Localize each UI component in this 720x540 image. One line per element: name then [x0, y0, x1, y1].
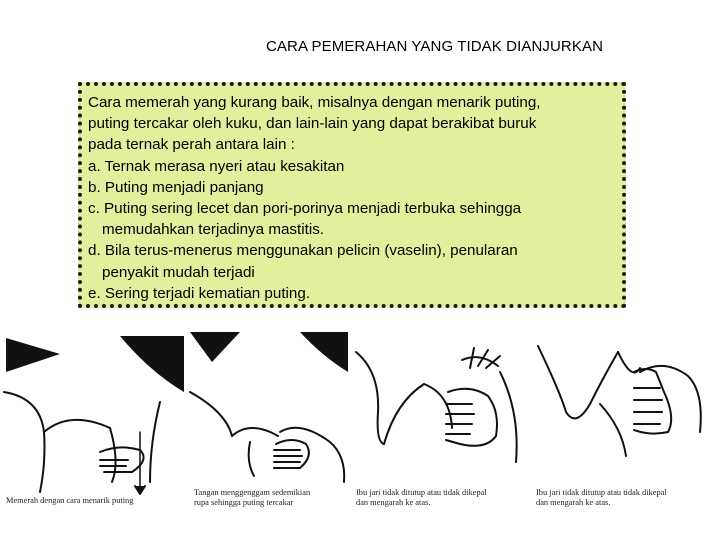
- figure-caption-4-line-2: dan mengarah ke atas.: [536, 498, 611, 507]
- intro-line-2: puting tercakar oleh kuku, dan lain-lain yang dapat berakibat buruk: [88, 115, 537, 133]
- page-title: CARA PEMERAHAN YANG TIDAK DIANJURKAN: [266, 38, 604, 55]
- figure-caption-3-line-1: Ibu jari tidak ditutup atau tidak dikepal: [356, 488, 487, 497]
- illustration-thumb-open-1: [356, 348, 517, 462]
- illustration-squeezing-hand: [190, 332, 348, 482]
- list-item-e: e. Sering terjadi kematian puting.: [88, 284, 311, 302]
- illustration-thumb-open-2: [538, 346, 701, 456]
- list-item-a: a. Ternak merasa nyeri atau kesakitan: [88, 157, 345, 175]
- text-box: [78, 82, 626, 308]
- list-item-d-continued: penyakit mudah terjadi: [102, 263, 255, 281]
- figure-caption-2-line-2: rupa sehingga puting tercakar: [194, 498, 294, 507]
- figure-caption-3-line-2: dan mengarah ke atas.: [356, 498, 431, 507]
- illustration-pulling-teat: [0, 332, 184, 497]
- milking-illustrations: [0, 332, 720, 512]
- list-item-c: c. Puting sering lecet dan pori-porinya menjadi terbuka sehingga: [88, 200, 522, 218]
- list-item-c-continued: memudahkan terjadinya mastitis.: [102, 221, 325, 239]
- intro-line-3: pada ternak perah antara lain :: [88, 136, 295, 154]
- illustration-strip: [0, 332, 720, 512]
- figure-caption-2-line-1: Tangan menggenggam sedemikian: [194, 488, 311, 497]
- list-item-d: d. Bila terus-menerus menggunakan pelicin (vaselin), penularan: [88, 242, 518, 260]
- intro-line-1: Cara memerah yang kurang baik, misalnya dengan menarik puting,: [88, 94, 541, 111]
- list-item-b: b. Puting menjadi panjang: [88, 178, 264, 196]
- figure-caption-4-line-1: Ibu jari tidak ditutup atau tidak dikepal: [536, 488, 667, 497]
- figure-caption-1: Memerah dengan cara menarik puting: [6, 496, 134, 505]
